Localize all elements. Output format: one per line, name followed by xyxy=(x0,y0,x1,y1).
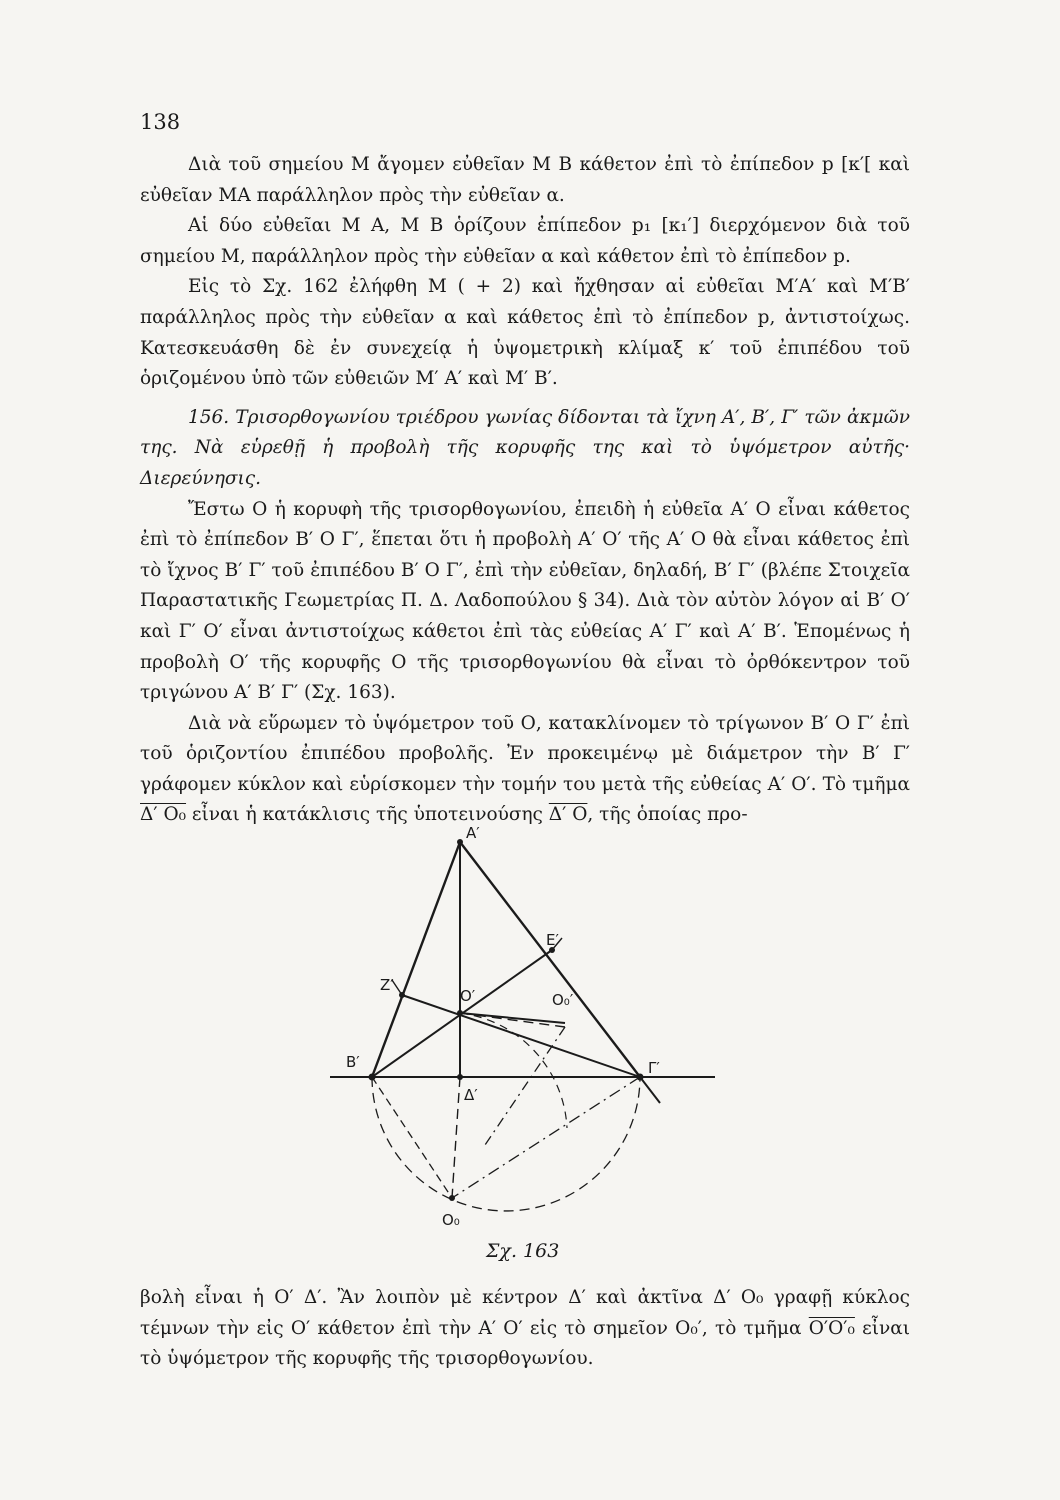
figure-caption: Σχ. 163 xyxy=(486,1240,560,1262)
extension-line xyxy=(640,1077,660,1103)
point-d xyxy=(457,1074,463,1080)
dashed-d-o0 xyxy=(452,1077,460,1198)
overlined-segment: Ο′Ο′₀ xyxy=(808,1317,855,1339)
point-z xyxy=(399,992,405,998)
paragraph: Αἱ δύο εὐθεῖαι Μ Α, Μ Β ὁρίζουν ἐπίπεδον p₁ [κ₁′] διερχόμενον διὰ τοῦ σημείου Μ, παράλληλον πρὸς τὴν εὐθεῖαν α καὶ κάθετον ἐπὶ τὸ ἐπίπεδον p. xyxy=(140,215,910,267)
dashed-b-o0 xyxy=(372,1077,452,1198)
main-text-top xyxy=(140,150,910,831)
overlined-segment: Δ′ Ο₀ xyxy=(140,804,187,826)
label-g: Γ′ xyxy=(648,1059,660,1077)
main-text-bottom xyxy=(140,1283,910,1375)
dashed-line xyxy=(485,1027,565,1145)
edge-ag xyxy=(460,842,640,1077)
label-z: Ζ′ xyxy=(380,976,394,994)
paragraph: Εἰς τὸ Σχ. 162 ἐλήφθη Μ ( + 2) καὶ ἤχθησαν αἱ εὐθεῖαι Μ′Α′ καὶ Μ′Β′ παράλληλος πρὸς τὴν εὐθεῖαν α καὶ κάθετος ἐπὶ τὸ ἐπίπεδον p, ἀντιστοίχως. Κατεσκευάσθη δὲ ἐν συνεχείᾳ ἡ ὑψομετρικὴ κλίμαξ κ′ τοῦ ἐπιπέδου τοῦ ὁριζομένου ὑπὸ τῶν εὐθειῶν Μ′ Α′ καὶ Μ′ Β′. xyxy=(140,276,910,390)
altitude-gz xyxy=(402,995,640,1077)
geometric-figure xyxy=(320,820,720,1250)
dashed-arc xyxy=(460,1013,567,1128)
label-o0: Ο₀ xyxy=(442,1211,460,1229)
text-span: , τῆς ὁποίας προ- xyxy=(587,804,748,826)
paragraph: Ἔστω Ο ἡ κορυφὴ τῆς τρισορθογωνίου, ἐπειδὴ ἡ εὐθεῖα Α′ Ο εἶναι κάθετος ἐπὶ τὸ ἐπίπεδον Β′ Ο Γ′, ἕπεται ὅτι ἡ προβολὴ Α′ Ο′ τῆς Α′ Ο θὰ εἶναι κάθετος ἐπὶ τὸ ἴχνος Β′ Γ′ τοῦ ἐπιπέδου Β′ Ο Γ′, ἐπὶ τὴν εὐθεῖαν, δηλαδή, Β′ Γ′ (βλέπε Στοιχεῖα Παραστατικῆς Γεωμετρίας Π. Δ. Λαδοπούλου § 34). Διὰ τὸν αὐτὸν λόγον αἱ Β′ Ο′ καὶ Γ′ Ο′ εἶναι ἀντιστοίχως κάθετοι ἐπὶ τὰς εὐθείας Α′ Γ′ καὶ Α′ Β′. Ἑπομένως ἡ προβολὴ Ο′ τῆς κορυφῆς Ο τῆς τρισορθογωνίου θὰ εἶναι τὸ ὀρθόκεντρον τοῦ τριγώνου Α′ Β′ Γ′ (Σχ. 163). xyxy=(140,498,910,704)
dashed-g-o0 xyxy=(452,1077,640,1198)
dashed-semicircle xyxy=(372,1077,640,1211)
point-a xyxy=(457,839,463,845)
label-d: Δ′ xyxy=(464,1086,478,1104)
overlined-segment: Δ′ Ο xyxy=(548,804,588,826)
label-o-prime: Ο′ xyxy=(460,987,476,1005)
text-span: Διὰ νὰ εὕρωμεν τὸ ὑψόμετρον τοῦ Ο, κατακλίνομεν τὸ τρίγωνον Β′ Ο Γ′ ἐπὶ τοῦ ὁριζοντίου ἐπιπέδου προβολῆς. Ἐν προκειμένῳ μὲ διάμετρον τὴν Β′ Γ′ γράφομεν κύκλον καὶ εὑρίσκομεν τὴν τομήν του μετὰ τῆς εὐθείας Α′ Ο′. Τὸ τμῆμα xyxy=(140,712,910,795)
problem-statement: 156. Τρισορθογωνίου τριέδρου γωνίας δίδονται τὰ ἴχνη Α′, Β′, Γ′ τῶν ἀκμῶν της. Νὰ εὑρεθῇ ἡ προβολὴ τῆς κορυφῆς της καὶ τὸ ὑψόμετρον αὐτῆς· Διερεύνησις. xyxy=(140,406,910,489)
point-g xyxy=(637,1074,644,1081)
point-b xyxy=(369,1074,376,1081)
page-number: 138 xyxy=(140,110,181,134)
text-span: εἶναι ἡ κατάκλισις τῆς ὑποτεινούσης xyxy=(186,804,549,826)
edge-ab xyxy=(372,842,460,1077)
point-o0 xyxy=(449,1195,455,1201)
paragraph xyxy=(140,1283,910,1375)
label-a: Α′ xyxy=(466,824,480,842)
point-o-prime xyxy=(457,1010,463,1016)
paragraph: Διὰ τοῦ σημείου Μ ἄγομεν εὐθεῖαν Μ Β κάθετον ἐπὶ τὸ ἐπίπεδον p [κ′[ καὶ εὐθεῖαν ΜΑ παράλληλον πρὸς τὴν εὐθεῖαν α. xyxy=(140,154,910,206)
paragraph xyxy=(140,709,910,831)
text-span: εἶναι τὸ ὑψόμετρον τῆς κορυφῆς τῆς τρισορθογωνίου. xyxy=(140,1317,910,1370)
label-e: Ε′ xyxy=(546,931,559,949)
segment-o-o0p xyxy=(460,1013,565,1023)
label-b: Β′ xyxy=(346,1053,360,1071)
label-o0-prime: Ο₀′ xyxy=(552,991,574,1009)
text-span: βολὴ εἶναι ἡ Ο′ Δ′. Ἂν λοιπὸν μὲ κέντρον Δ′ καὶ ἀκτῖνα Δ′ Ο₀ γραφῇ κύκλος τέμνων τὴν εἰς Ο′ κάθετον ἐπὶ τὴν Α′ Ο′ εἰς τὸ σημεῖον Ο₀′, τὸ τμῆμα xyxy=(140,1287,910,1339)
